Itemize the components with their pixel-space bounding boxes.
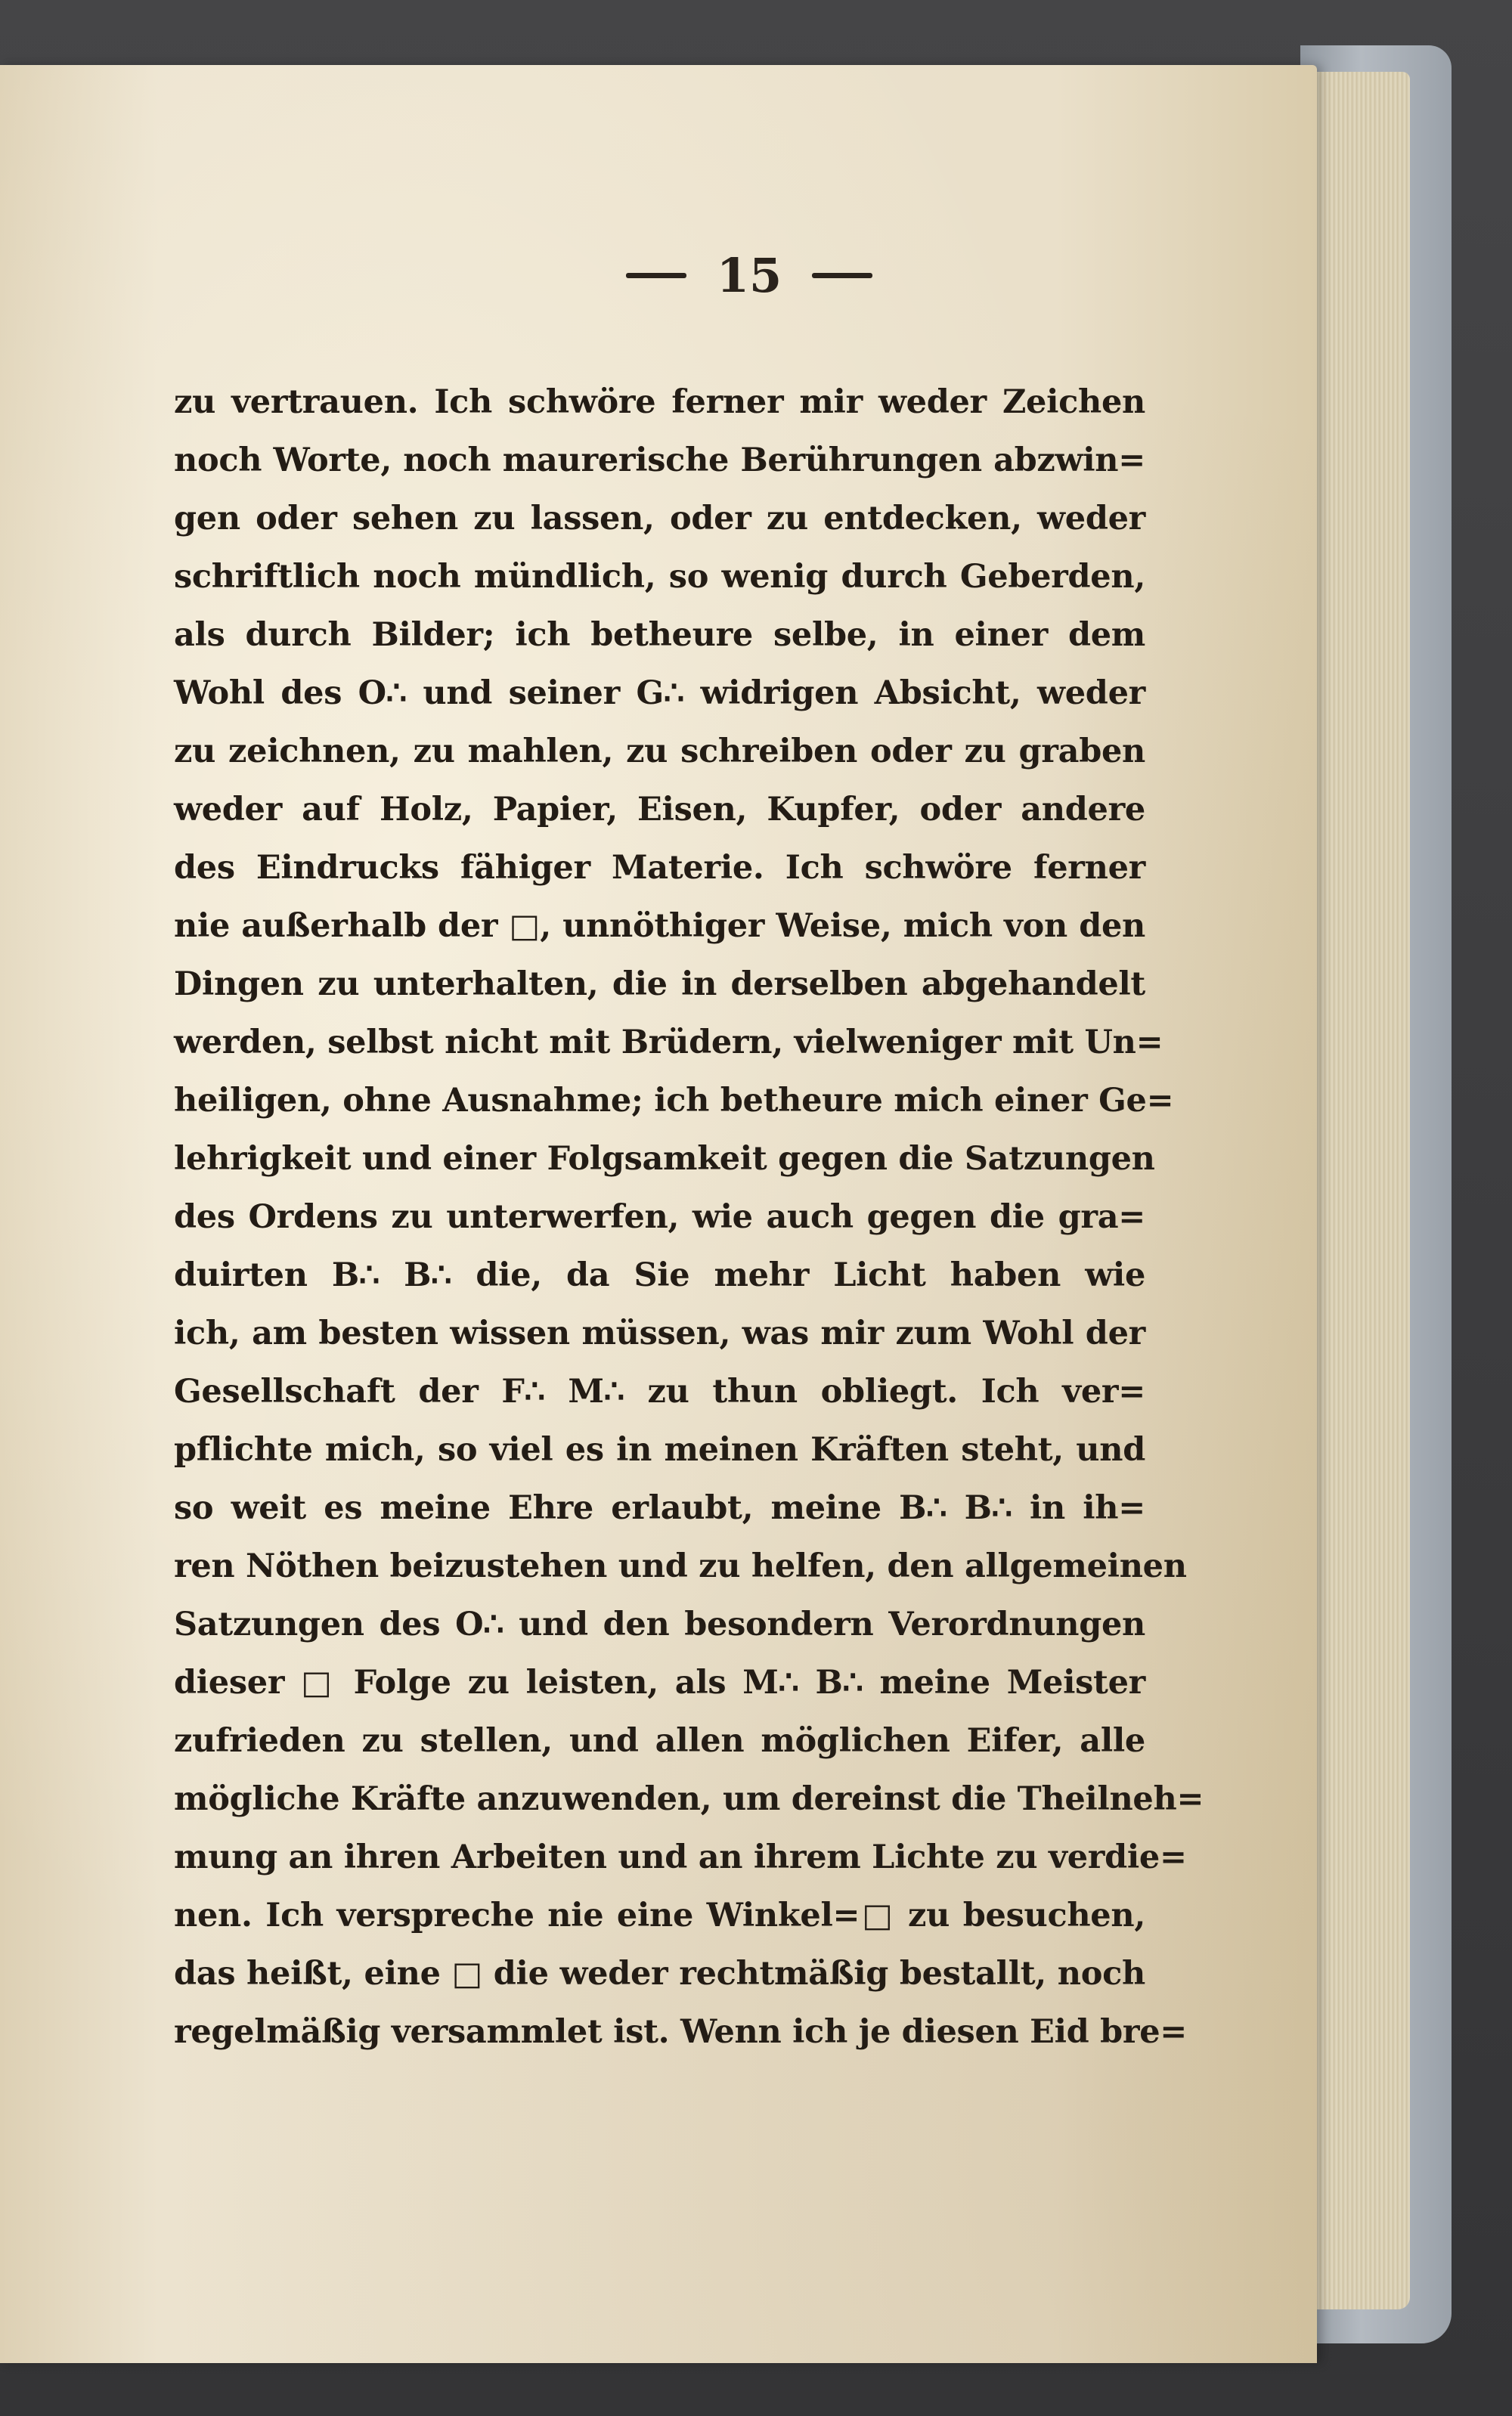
text-line: zufrieden zu stellen, und allen möglichen Eifer, alle (174, 1722, 1145, 1760)
text-line: lehrigkeit und einer Folgsamkeit gegen die Satzungen (174, 1140, 1155, 1178)
text-line: so weit es meine Ehre erlaubt, meine B∴ B∴ in ih= (174, 1489, 1145, 1527)
text-line: zu zeichnen, zu mahlen, zu schreiben oder zu graben (174, 733, 1145, 770)
text-line: Gesellschaft der F∴ M∴ zu thun obliegt. Ich ver= (174, 1373, 1145, 1411)
text-line: als durch Bilder; ich betheure selbe, in einer dem (174, 616, 1145, 654)
text-line: mögliche Kräfte anzuwenden, um dereinst die Theilneh= (174, 1780, 1204, 1818)
text-line: dieser □ Folge zu leisten, als M∴ B∴ meine Meister (174, 1664, 1145, 1702)
text-line: heiligen, ohne Ausnahme; ich betheure mich einer Ge= (174, 1082, 1174, 1120)
text-line: schriftlich noch mündlich, so wenig durch Geberden, (174, 558, 1145, 596)
page-edges (1312, 72, 1410, 2309)
text-line: nen. Ich verspreche nie eine Winkel=□ zu besuchen, (174, 1897, 1145, 1934)
text-line: nie außerhalb der □, unnöthiger Weise, mich von den (174, 907, 1145, 945)
text-line: duirten B∴ B∴ die, da Sie mehr Licht haben wie (174, 1256, 1145, 1294)
text-line: pflichte mich, so viel es in meinen Kräften steht, und (174, 1431, 1145, 1469)
header-dash-right (812, 273, 872, 278)
text-line: regelmäßig versammlet ist. Wenn ich je diesen Eid bre= (174, 2013, 1188, 2051)
page-number: 15 (716, 247, 782, 303)
text-line: Wohl des O∴ und seiner G∴ widrigen Absicht, weder (174, 674, 1145, 712)
text-line: mung an ihren Arbeiten und an ihrem Lichte zu verdie= (174, 1838, 1187, 1876)
text-line: zu vertrauen. Ich schwöre ferner mir weder Zeichen (174, 383, 1145, 421)
text-line: ich, am besten wissen müssen, was mir zum Wohl der (174, 1315, 1145, 1352)
text-line: Dingen zu unterhalten, die in derselben abgehandelt (174, 965, 1145, 1003)
text-line: Satzungen des O∴ und den besondern Verordnungen (174, 1606, 1145, 1643)
text-line: noch Worte, noch maurerische Berührungen abzwin= (174, 441, 1145, 479)
body-text (174, 373, 1204, 2061)
text-line: des Ordens zu unterwerfen, wie auch gegen die gra= (174, 1198, 1145, 1236)
text-line: werden, selbst nicht mit Brüdern, vielweniger mit Un= (174, 1024, 1163, 1061)
text-line: das heißt, eine □ die weder rechtmäßig bestallt, noch (174, 1955, 1145, 1993)
text-line: ren Nöthen beizustehen und zu helfen, den allgemeinen (174, 1547, 1187, 1585)
text-line: des Eindrucks fähiger Materie. Ich schwöre ferner (174, 849, 1145, 887)
text-line: weder auf Holz, Papier, Eisen, Kupfer, oder andere (174, 791, 1145, 829)
header-dash-left (626, 273, 686, 278)
page-header (91, 237, 1408, 313)
book-page (0, 65, 1317, 2363)
text-line: gen oder sehen zu lassen, oder zu entdecken, weder (174, 500, 1145, 537)
